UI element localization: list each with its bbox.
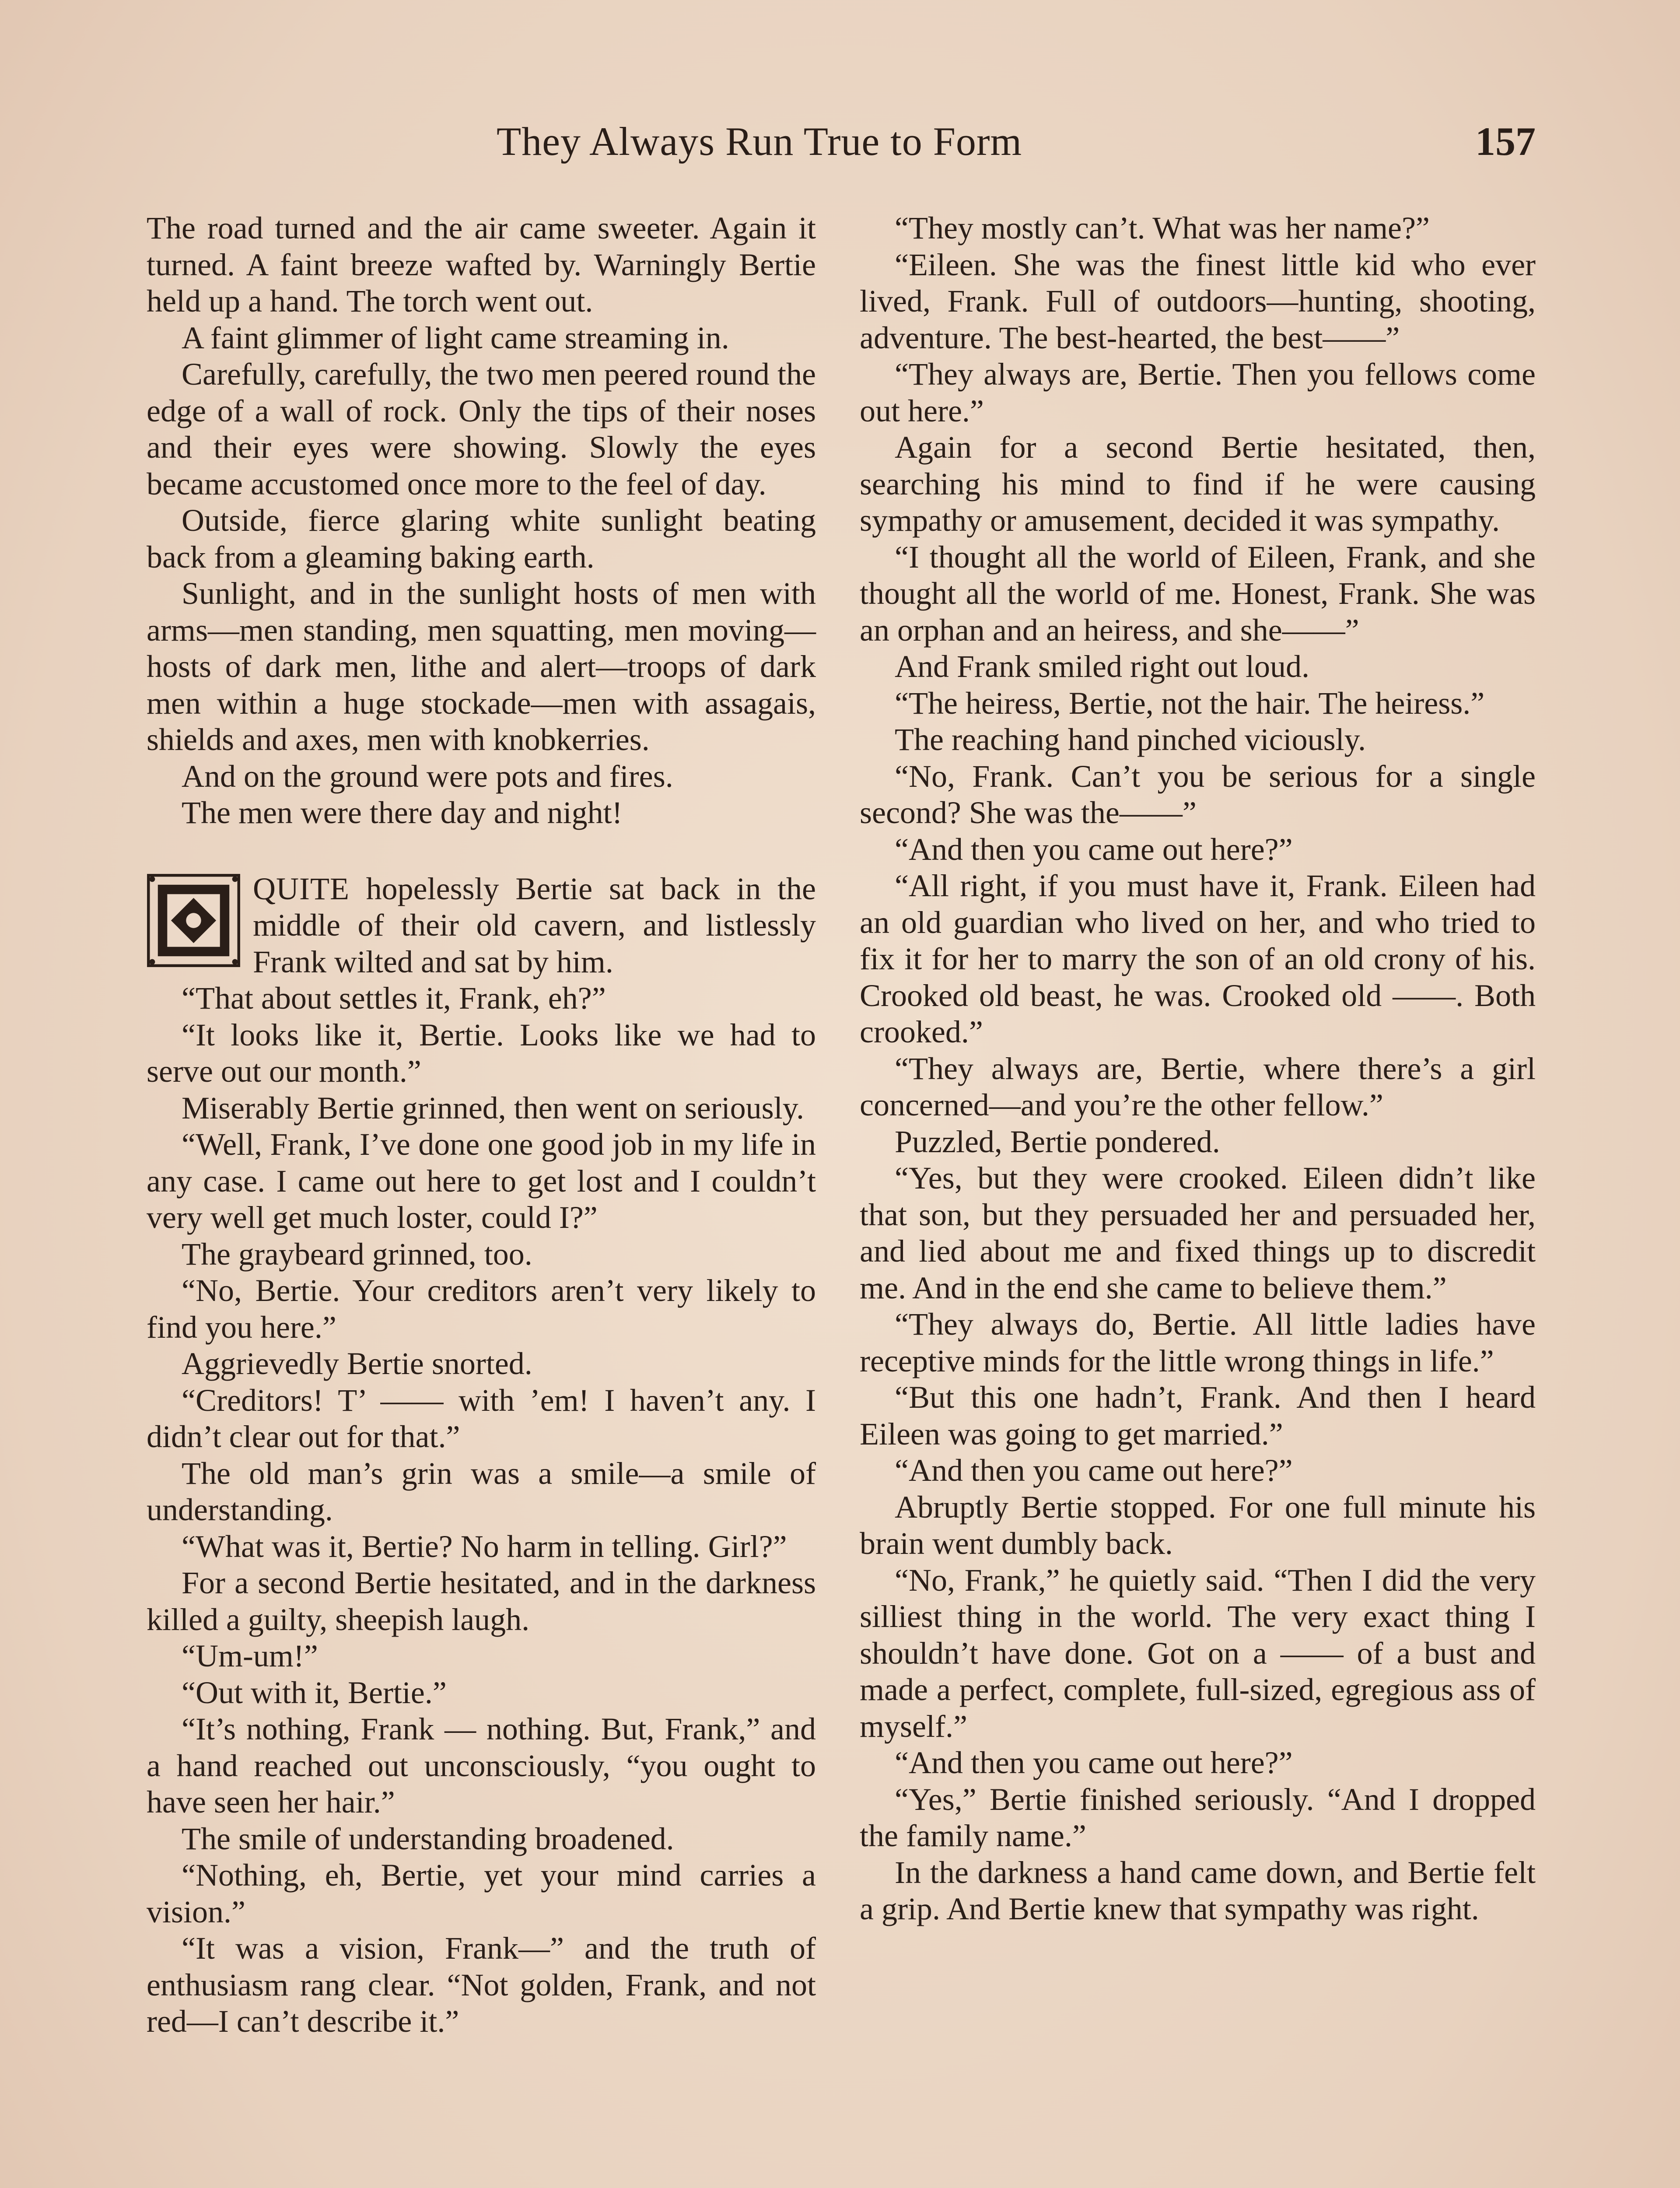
paragraph: And Frank smiled right out loud. [895, 649, 1309, 684]
paragraph: “It looks like it, Bertie. Looks like we had to serve out our month.” [147, 1017, 816, 1089]
running-title: They Always Run True to Form [497, 119, 1022, 164]
paragraph: “They always are, Bertie, where there’s a girl concerned—and you’re the other fellow.” [860, 1051, 1536, 1122]
paragraph: “The heiress, Bertie, not the hair. The heiress.” [895, 685, 1485, 721]
paragraph: “No, Frank. Can’t you be serious for a single second? She was the——” [860, 758, 1536, 830]
paragraph: “No, Bertie. Your creditors aren’t very likely to find you here.” [147, 1273, 816, 1345]
paragraph: “And then you came out here?” [895, 831, 1293, 867]
paragraph: “No, Frank,” he quietly said. “Then I did the very silliest thing in the world. The very exact thing I shouldn’t have done. Got on a —— of a bust and made a perfect, complete, full-sized, egregious ass of myself.” [860, 1562, 1536, 1744]
paragraph: “And then you came out here?” [895, 1453, 1293, 1488]
paragraph: “That about settles it, Frank, eh?” [182, 981, 606, 1016]
paragraph: “Eileen. She was the finest little kid who ever lived, Frank. Full of outdoors—hunting, shooting, adventure. The best-hearted, the best——” [860, 247, 1536, 355]
paragraph: “Out with it, Bertie.” [182, 1675, 447, 1710]
paragraph: “Nothing, eh, Bertie, yet your mind carries a vision.” [147, 1858, 816, 1929]
paragraph: Carefully, carefully, the two men peered round the edge of a wall of rock. Only the tips of their noses and their eyes were showing. Slowly the eyes became accustomed once more to the feel of day. [147, 357, 816, 501]
paragraph: “It’s nothing, Frank — nothing. But, Frank,” and a hand reached out unconsciously, “you ought to have seen her hair.” [147, 1711, 816, 1820]
paragraph: Again for a second Bertie hesitated, then, searching his mind to find if he were causing sympathy or amusement, decided it was sympathy. [860, 430, 1536, 538]
paragraph: The men were there day and night! [182, 795, 623, 830]
paragraph: In the darkness a hand came down, and Bertie felt a grip. And Bertie knew that sympathy was right. [860, 1855, 1536, 1926]
paragraph: “I thought all the world of Eileen, Frank, and she thought all the world of me. Honest, Frank. She was an orphan and an heiress, and she——” [860, 539, 1536, 648]
paragraph: “They always are, Bertie. Then you fellows come out here.” [860, 357, 1536, 428]
paragraph: “And then you came out here?” [895, 1745, 1293, 1780]
paragraph: “It was a vision, Frank—” and the truth of enthusiasm rang clear. “Not golden, Frank, and not red—I can’t describe it.” [147, 1931, 816, 2039]
paragraph: “What was it, Bertie? No harm in telling. Girl?” [182, 1529, 787, 1564]
section-start-paragraph [147, 871, 816, 981]
ornament-icon [147, 873, 241, 968]
section-drop-word: QUITE [253, 871, 350, 906]
paragraph: A faint glimmer of light came streaming in. [182, 320, 729, 355]
paragraph: For a second Bertie hesitated, and in the darkness killed a guilty, sheepish laugh. [147, 1565, 816, 1637]
paragraph: The smile of understanding broadened. [182, 1821, 674, 1856]
left-column [147, 210, 816, 2040]
paragraph: “Yes,” Bertie finished seriously. “And I dropped the family name.” [860, 1781, 1536, 1853]
page-number: 157 [1475, 119, 1536, 164]
paragraph: The old man’s grin was a smile—a smile of understanding. [147, 1455, 816, 1527]
paragraph: “They mostly can’t. What was her name?” [895, 210, 1430, 245]
paragraph: “Yes, but they were crooked. Eileen didn’t like that son, but they persuaded her and persuaded her, and lied about me and fixed things up to discredit me. And in the end she came to believe them.” [860, 1161, 1536, 1305]
paragraph: “Creditors! T’ —— with ’em! I haven’t any. I didn’t clear out for that.” [147, 1382, 816, 1454]
paragraph: Aggrievedly Bertie snorted. [182, 1346, 532, 1381]
right-column [860, 210, 1536, 1928]
paragraph: Puzzled, Bertie pondered. [895, 1124, 1220, 1159]
section-gap [147, 831, 816, 871]
paragraph: Abruptly Bertie stopped. For one full minute his brain went dumbly back. [860, 1489, 1536, 1561]
paragraph: “Um-um!” [182, 1638, 318, 1673]
section-start-text: hopelessly Bertie sat back in the middle of their old cavern, and listlessly Frank wilted and sat by him. [253, 871, 816, 979]
paragraph: Outside, fierce glaring white sunlight beating back from a gleaming baking earth. [147, 503, 816, 575]
paragraph: And on the ground were pots and fires. [182, 758, 673, 794]
paragraph: “But this one hadn’t, Frank. And then I heard Eileen was going to get married.” [860, 1380, 1536, 1452]
paragraph: “Well, Frank, I’ve done one good job in my life in any case. I came out here to get lost and I couldn’t very well get much loster, could I?” [147, 1127, 816, 1235]
paragraph: The graybeard grinned, too. [182, 1236, 532, 1272]
paragraph: “They always do, Bertie. All little ladies have receptive minds for the little wrong things in life.” [860, 1307, 1536, 1378]
paragraph: Sunlight, and in the sunlight hosts of men with arms—men standing, men squatting, men moving—hosts of dark men, lithe and alert—troops of dark men within a huge stockade—men with assagais, shields and axes, men with knobkerries. [147, 576, 816, 757]
paragraph: The reaching hand pinched viciously. [895, 722, 1366, 757]
paragraph: Miserably Bertie grinned, then went on seriously. [182, 1090, 805, 1126]
paragraph: The road turned and the air came sweeter. Again it turned. A faint breeze wafted by. Warningly Bertie held up a hand. The torch went out. [147, 210, 816, 319]
running-head [147, 118, 1536, 175]
paragraph: “All right, if you must have it, Frank. Eileen had an old guardian who lived on her, and who tried to fix it for her to marry the son of an old crony of his. Crooked old beast, he was. Crooked old ——. Both crooked.” [860, 868, 1536, 1049]
